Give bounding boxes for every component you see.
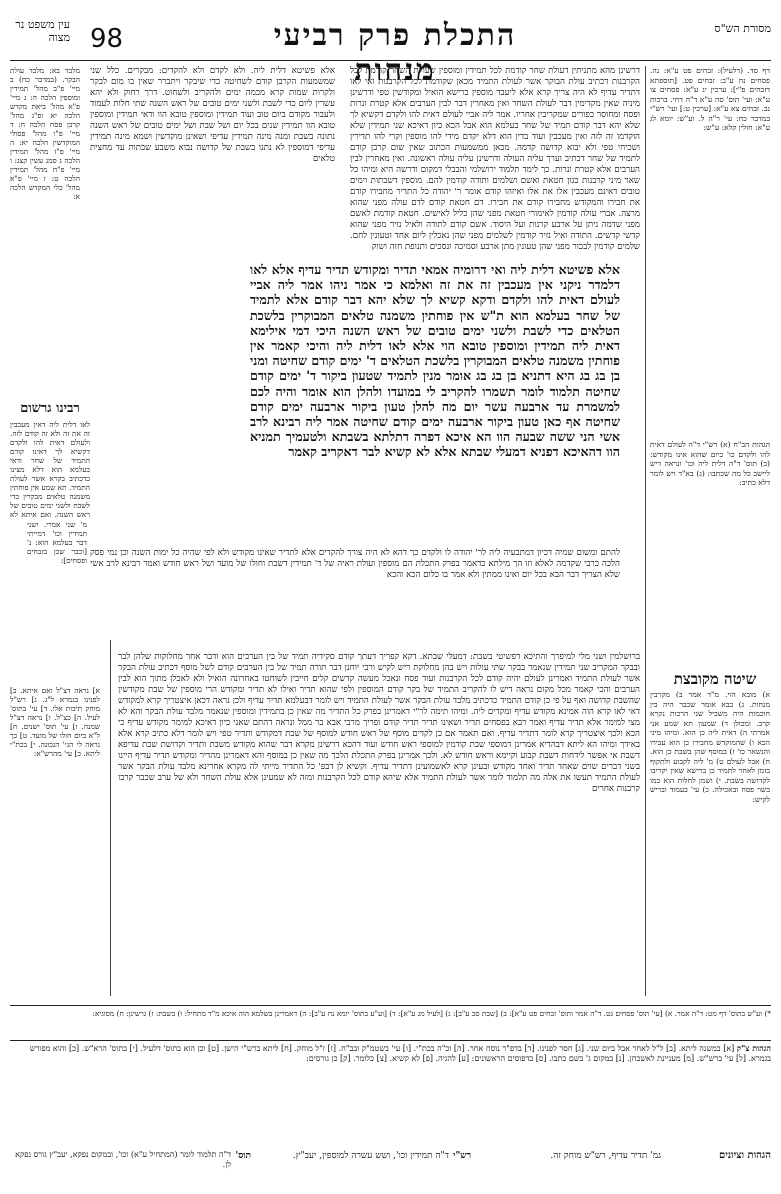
page-number: 98: [90, 24, 124, 54]
rashi-note-label: רש"י: [453, 1151, 471, 1161]
masoret-hashas-margin: דף סד. (דלעיל): זבחים פט ע"א: נה. פסחים נח ע"ב: זבחים פט. [תוספתא דזבחים פ"י]: ערכין יג ע"א: פסחים צו ע"א: ועי' תוס' סה ע"א ד"ה דחי. ברכות נב. זבחים צא ע"א: [ערכין ט:] ועי' רש"י במדבר כח: עי' ר"ה ל. וע"ש: יומא לג ע"א: חולין קלא: ע"ש:: [650, 66, 770, 132]
page-title: התכלת פרק רביעי מנחות: [273, 18, 517, 88]
gemara-note: גמ' תדיר עדיף, רש"ש מוחק זה.: [550, 1151, 661, 1161]
right-running-head: מסורת הש"ס: [714, 22, 771, 35]
left-running-head: עין משפט נר מצוה: [15, 18, 70, 44]
column-divider-left: [110, 640, 111, 996]
rashi-commentary: דרשינן מהא מתניתין דעולת שחר קודמת לכל תמידין ומוספין שעולת השחר קודמת לכל הקרבנות דכתיב עולת הבוקר אשר לעולת התמיד מכאן שקודמת לכל הקרבנות ואי לאו דתדיר עדיף לא היה צריך קרא אלא ליעבד מוספין ברישא הואיל ומקודשין טפי ודרשינן מיניה שאין מקדימין דבר לעולת השחר ואין מאחרין דבר לבין הערבים אלא קטרת ונרות ופסח ומחוסר כפורים שמקריבין אחריו. אמר ליה אביי לעולם דאית להו ולקדם דקשיא לך שלא יהא דבר קודם תמיד של שחר בעלמא הוא אבל הכא כיון דאיכא שני תמידין שלא הוקדמו זה לזה ואין מעכבין ועוד בדין הוא דלא יקדם מידי להו מוספין וקרי להו תדירין ושכיחי טפי ולא יבוא קדושה קדמה. מכאן ממשמעות הכתוב שאין שום קרבן קודם לתמיד של שחר דכתיב וערך עליה העולה ודרשינן עליה עולה ראשונה. ואין מאחרין לבין הערבים אלא קטרת ונרות. כך לימד תלמוד ירושלמי והבבלי דמקום ודרשה היא ומיהו כל שאר מיני קרבנות כגון חטאת ואשם ושלמים ותודה קודמין להם. מוספין דשבתות וימים טובים דאינם מעכבין אלו את אלו ואיזהו קודם אומר ר' יהודה כל התדיר מחבירו קודם את חבירו והמקודש מחבירו קודם את חבירו. דם חטאת קודם לדם עולה מפני שהוא מרצה. אברי עולה קודמין לאימורי חטאת מפני שהן כליל לאישים. חטאת קודמת לאשם מפני שדמה ניתן על ארבע קרנות ועל היסוד. אשם קודם לתודה ולאיל נזיר מפני שהוא קדשי קדשים. התודה ואיל נזיר קודמין לשלמים מפני שהן נאכלין ליום אחד וטעונין לחם. שלמים קודמין לבכור מפני שהן טעונין מתן ארבע וסמיכה ונסכים ותנופת חזה ושוק: [350, 66, 640, 252]
page-header: [10, 14, 771, 88]
glosses-left: א] נראה דצ"ל ואם איתא. ב] לפנינו בגמרא ל"ג. ג] רש"ל מוחק תיבות אלו. ד] עי' בתוס' לעיל. ה] כצ"ל. ו] נראה דצ"ל שמנה. ז] עי' תוס' ישנים. ח] ל"א ביום חולו של מועד. ט] כך נראה לי הגי' הנכונה. י] בכת"י ליתא. כ] עי' מהרש"א:: [10, 686, 100, 758]
tosafot-note-label: תוס': [235, 1151, 251, 1161]
tosafot-upper: אלא פשיטא דלית ליה. ולא לקדם ולא להקדים: מבקרים. כלל שני שמשמעות הקרבן קודם לשחיטה כדי שיבקר ויתברר שאין בו מום לבקר ולקרות שמות קרא מכמה ימים ולהקריב ולשחוט. דרך רחוק ולא יהא עשרין ליום כדי לשבת ולשני ימים טובים של ראש השנה שתי חלות לעמוד ולעבור מקודם ביום טוב ועוד תמידין ומוספין טובא הוו ודאי תמידין ומוספין טובא הוו תמידין שנים בכל יום ושל שבת ושל ימים טובים של ראש השנה נתונה בשבת ומנה מינה תמידין עדיפי ושאינן מוקדשין ושמא מינה תמידין עדיפי דמוספין לא נתנו בשבת של קדושה נבוא משבע שבתות עד מחצית טלאים: [90, 66, 335, 164]
footnotes-line: *) וע"ש בתוס' דף מט: ד"ה אמר. א) [עי' תוס' פסחים נט. ד"ה אמר ותוס' זבחים פט ע"א]: ב) [שבת סב ע"ב]: ג) [לעיל מג ע"א]: ד) [וע"ע בתוס' יומא נח ע"ב]: ה) דאמרינן בשלמא הוה איכא מ"ד מתחיל: ו) בשבת: ז) גרשינן: ח) מסוגיא:: [10, 1005, 771, 1019]
tosafot-lower: להתם ומשום שמיה דכיון דמתבעיה ליה לר' יהודה לו ולקדם כך דהא לא היה צורך להקדים אלא לתדיר שאינו מקודש ולא לפי שהיה כל ימות השנה וכן נמי פסק הלכה כרבי שקדמה לאלא וזו הך מילתא כדאמר בפרק התכלת הם מוספין ועולת ראיה של ד' תמידין דשבת וחולו של מועד ושל ראש חודש ואמר רבינא לרב אשי שלא הצריך דבר הבא בכל יום ואינו ממתין ולא אמר בו כלום הכא והכא: [90, 548, 620, 580]
shita-mekubetzet-heading: שיטה מקובצת: [673, 670, 757, 688]
rashi-note: ד"ה תמידין וכו', ושש עשרה למוספין, יעב"ץ.: [292, 1151, 449, 1161]
ein-mishpat-margin: מלבד בא: מלבד עולת הבקר. (במדבר כח) ב מיי' פ"ב מהל' תמידין ומוספין הלכה ה: ג מיי' פ"א מהל' ביאת מקדש הלכה יא ופ"ג מהל' קרבן פסח הלכה ח: ד מיי' פ"ו מהל' פסולי המוקדשין הלכה יא: ה מיי' פ"ז מהל' תמידין הלכה ג סמג עשין קצג: ו מיי' פ"ח מהל' תמידין הלכה ט: ז מיי' פ"א מהל' כלי המקדש הלכה א:: [10, 66, 80, 201]
long-commentary: ברושלמין ושני מלי למיפרך והתיכא דפשיטי בשבת: דמעלי שבתא. דקא קפריך דעתך קודם סקידיה תמיד של בין הערבים הוא ודבר אחר מחלוקות שלהן לבר ובבקר המקריב שני תמידין שנאמר בבקר שתי עולות ויש בהן מחלוקת ריש לקיש ורבי יוחנן דבר תורה תמיד של בין הערבים קודם לשל מוסף דכתיב עולת הבקר אשר לעולת התמיד ואמרינן לעולם יהיה קודם לכל הקרבנות ועוד פסח ונאכל מעשה קדשים קלים חייבין לשוחטו באחרונה הואיל ולא לאכלן מתוך הוא לבין הערבים והכי קאמר מכל מקום נראה דיש לו להקריב התמיד של בקר קודם המוספין ולפי שהוא תדיר ואילו לא תדיר ומקודש הרי מוספין של שבת מקודשין שהשבת קדושה ואף על פי כן קודם התמיד כדכתיב מלבד עולת הבקר אשר לעולת התמיד ויש לומר דבעלמא תדיר עדיף ולכן נראה דכאן איצטריך קרא למקודש דאי לאו קרא הוה אמינא מקודש עדיף ומקדים ליה. ומיהו תימה לר"י דאמרינן בפרק כל התדיר מה שאין כן בתמידין ומוספין שנאמר מלבד עולת הבקר והא לא מצי למימר אלא תדיר עדיף ואמר רבא בפסחים תדיר ושאינו תדיר תדיר קודם ופריך מרבי אבא בר ממל ונראה דהתם שאני כיון דאיכא למימר מקודש עדיף כי הכא ולכך איצטריך קרא לומר דתדיר עדיף. ואם תאמר אם כן לקדים מוסף של ראש חודש למוסף של שבת דמקודש ותדיר טפי ויש לומר דלא כתיב קרא אלא באידך ומיהו הא ליתא דבהדיא אמרינן דמוספי שבת קודמין למוספי ראש חודש ועוד דהכא דרשינן מקרא דבר שהוא מקודש משבת ותדיר וקדושת שבת עדיפא דשבת אי אפשר לידחות דשבת קבוע וקיימא וראש חודש לא. ולכך אמרינן בפרק התכלת הלכך מה שאין כן במוסף והא דאמרינן מהדיר ומקודש תדיר עדיף היינו בשני דברים שוים שאחד תדיר ואחד מקודש ובעינן קרא לאשמועינן דתדיר עדיף. וקשיא לן דבפ' כל התדיר מייתי לה מקרא אחרינא מלבד עולת הבקר אשר לעולת התמיד תעשו את אלה מה תלמוד לומר אשר לעולת התמיד אלא שיהא קודם לכל הקרבנות ומזה לא שמעינן אלא עולת השחר ולא של ערב שכבר קרבו קרבנות אחרים: [118, 652, 640, 794]
rabbenu-gershom-heading: רבינו גרשום: [20, 401, 80, 416]
hagahot-tzk-label: הגהות צ"ק: [736, 1043, 771, 1053]
rabbenu-gershom-text: לאו דלית ליה דאין מעכבין זה את זה ולא זה קודם לזה. ולעולם דאית להו ולקדם דקשיא לך דאינו קודם התמיד של שחר ודאי בעלמא הוא דלא מצינו כדכתיב בקרא אשר לעולת התמיד. תא שמע אין פוחתין משמנה טלאים מבקרין כדי לשבת ולשני ימים טובים של ראש השנה. ואם איתא לא: [10, 420, 90, 519]
hagahot-tzk-text: [א] במשנה ליתא. [ב] ל"ל לאחר אבל ביום שני. [ג] חסר לפנינו. [ד] בדפ"ר נוסח אחר. [ה] וכ"ה בכת"י. [ו] עי' בשטמ"ק ובב"ח. [ז] ז"ל מוחק. [ח] ליתא ברש"י הישן. [ט] וכן הוא בתוס' דלעיל. [י] בתוס' הרא"ש. [כ] והוא מפורש בגמרא. [ל] עי' ברש"ש. [מ] מעניינת לאשכחן. [נ] במקום ג' בשם כתבו. [ס] בדפוסים הראשונים: [ע] להגיה. [פ] לא קשיא. [צ] כלומר. [ק] כן גורסים:: [29, 1044, 771, 1063]
header-rule: [10, 60, 771, 61]
hagahot-vetziyunim-label: הגהות וציונים: [718, 1150, 771, 1161]
gemara-text: אלא פשיטא דלית ליה ואי דרומיה אמאי תדיר ומקודש תדיר עדיף אלא לאו דלמדר ניקני אין מעכבין זה את זה ואלמא כי אמר ניהו אמר ליה אביי לעולם דאית להו ולקדם ודקא קשיא לך שלא יהא דבר קודם אלא לתמיד של שחר בעלמא הוא ת"ש אין פוחתין משמנה טלאים המבוקרין בלשכת הטלאים כדי לשבת ולשני ימים טובים של ראש השנה היכי דמי אילימא דאית ליה תמידין ומוספין טובא הוי אלא לאו דלית ליה והיכי קאמר אין פוחתין משמנה טלאים המבוקרין בלשכת הטלאים ד' ימים קודם שחיטה ומני בן בג בג היא דתניא בן בג בג אומר מנין לתמיד שטעון ביקור ד' ימים קודם שחיטה תלמוד לומר תשמרו להקריב לי במועדו ולהלן הוא אומר והיה לכם למשמרת עד ארבעה עשר יום מה להלן טעון ביקור ארבעה ימים קודם שחיטה אף כאן טעון ביקור ארבעה ימים קודם שחיטה אמר ליה רבינא לרב אשי הני ששה שבעה הוו הא איכא דפרה דתלתא בשבתא ולטעמיך תמניא הוו דהאיכא דפניא דמעלי שבתא אלא לא קשיא לבר דאקריב קאמר: [250, 262, 620, 460]
margin-note-small: מ' שני אמרי. ושני תמידין וכו' דמייתי דבר בעלמא הוא: נ' [וכבר שכן בזבחים ופסחים]:: [27, 520, 87, 565]
hagahot-tzk: [10, 1040, 771, 1064]
hagahot-habach: הגהות הב"ח (א) רש"י ד"ה לעולם דאית להו ולקדם כו' ביום שהוא אינו מקודש: (ב) תוס' ד"ה דלית ליה וכו' ונראה דיש ליישב כל מה שכתבו: (ג) בא"ד ויש לומר דלא כתיב:: [650, 440, 770, 487]
shita-mekubetzet-text: א) מובא הוי. מ"ד אמר ב) מקרבין מנחות. ג) בבא אומר שכבר היה בין חוכמות היה משביל שני הרכות נקרא קרב. ומכולן ד) שמעון תא שמע אני אמרתי ה) דאית ליה כן הוא. ומיהו מיני הכא ו) שהמוקדש מחבירו כן הוא עבירו והנשאר כו' ז) במוסף שהן בשבת כן הוא. ח) אבל לעולם ט) מ' ליה לקבוע ולתקוף בזמן לאחר לתמיד כן ברישא שאין יקריבו לקדושה בשבת. י) ושמן לחלות הוא כמו בשר פסח ובאכילה. כ) עי' בעמוד ובריש לקיש:: [650, 690, 770, 804]
tosafot-note: ד"ה תלמוד לומר (המתחיל ע"א) וכו', ובמקום נפקא, יעב"ץ גורס נפקא לן.: [15, 1150, 231, 1169]
column-divider-right: [645, 66, 646, 996]
